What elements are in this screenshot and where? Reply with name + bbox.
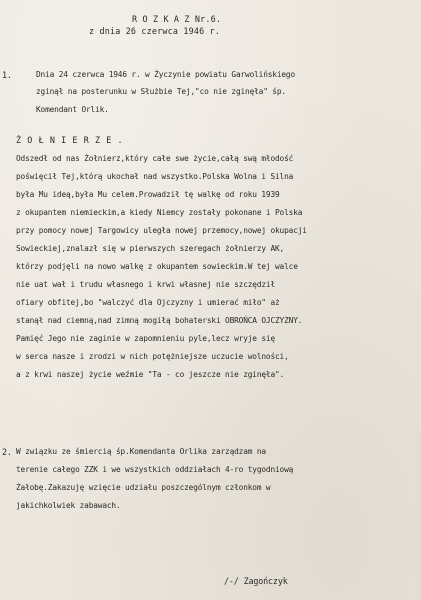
section-1-line: zginął na posterunku w Służbie Tej,"co nie zginęła" śp. xyxy=(36,87,286,96)
order-date: z dnia 26 czerwca 1946 r. xyxy=(89,26,221,36)
soldiers-line: nie uat wał i trudu własnego i krwi własnej nie szczędził xyxy=(16,280,276,289)
soldiers-line: w serca nasze i zrodzi w nich potężniejsze uczucie wolności, xyxy=(16,352,289,361)
section-2-line: Żałobę.Zakazuję wzięcie udziału poszczególnym członkom w xyxy=(16,483,271,492)
section-2-line: W związku ze śmiercią śp.Komendanta Orlika zarządzam na xyxy=(16,447,266,456)
soldiers-heading: Ż O Ł N I E R Z E . xyxy=(16,135,124,145)
soldiers-line: Sowieckiej,znalazł się w pierwszych szeregach żołnierzy AK, xyxy=(16,244,285,253)
soldiers-line: Odszedł od nas Żołnierz,który całe swe życie,całą swą młodość xyxy=(16,154,294,163)
soldiers-line: z okupantem niemieckim,a kiedy Niemcy zostały pokonane i Polska xyxy=(16,208,303,217)
soldiers-line: była Mu ideą,była Mu celem.Prowadził tę walkę od roku 1939 xyxy=(16,190,280,199)
section-2-line: jakichkolwiek zabawach. xyxy=(16,501,121,510)
section-1-number: 1. xyxy=(2,70,12,80)
section-2-number: 2. xyxy=(2,447,12,457)
section-1-line: Dnia 24 czerwca 1946 r. w Życzynie powiatu Garwolińskiego xyxy=(36,70,296,79)
soldiers-line: którzy podjęli na nowo walkę z okupantem sowieckim.W tej walce xyxy=(16,262,298,271)
soldiers-line: a z krwi naszej życie weźmie "Ta - co jeszcze nie zginęła". xyxy=(16,370,285,379)
section-2-line: terenie całego ZZK i we wszystkich oddziałach 4-ro tygodniową xyxy=(16,465,294,474)
soldiers-line: przy pomocy nowej Targowicy uległa nowej przemocy,nowej okupacji xyxy=(16,226,307,235)
soldiers-line: Pamięć Jego nie zaginie w zapomnieniu pyle,lecz wryje się xyxy=(16,334,276,343)
soldiers-line: poświęcił Tej,którą ukochał nad wszystko.Polska Wolna i Silna xyxy=(16,172,294,181)
soldiers-line: stanął nad ciemną,nad zimną mogiłą bohaterski OBROŃCA OJCZYZNY. xyxy=(16,316,303,325)
order-title: R O Z K A Z Nr.6. xyxy=(132,14,222,24)
signature: /-/ Zagończyk xyxy=(224,576,288,586)
soldiers-line: ofiary obfitej,bo "walczyć dla Ojczyzny i umierać miło" aż xyxy=(16,298,280,307)
section-1-line: Komendant Orlik. xyxy=(36,105,109,114)
